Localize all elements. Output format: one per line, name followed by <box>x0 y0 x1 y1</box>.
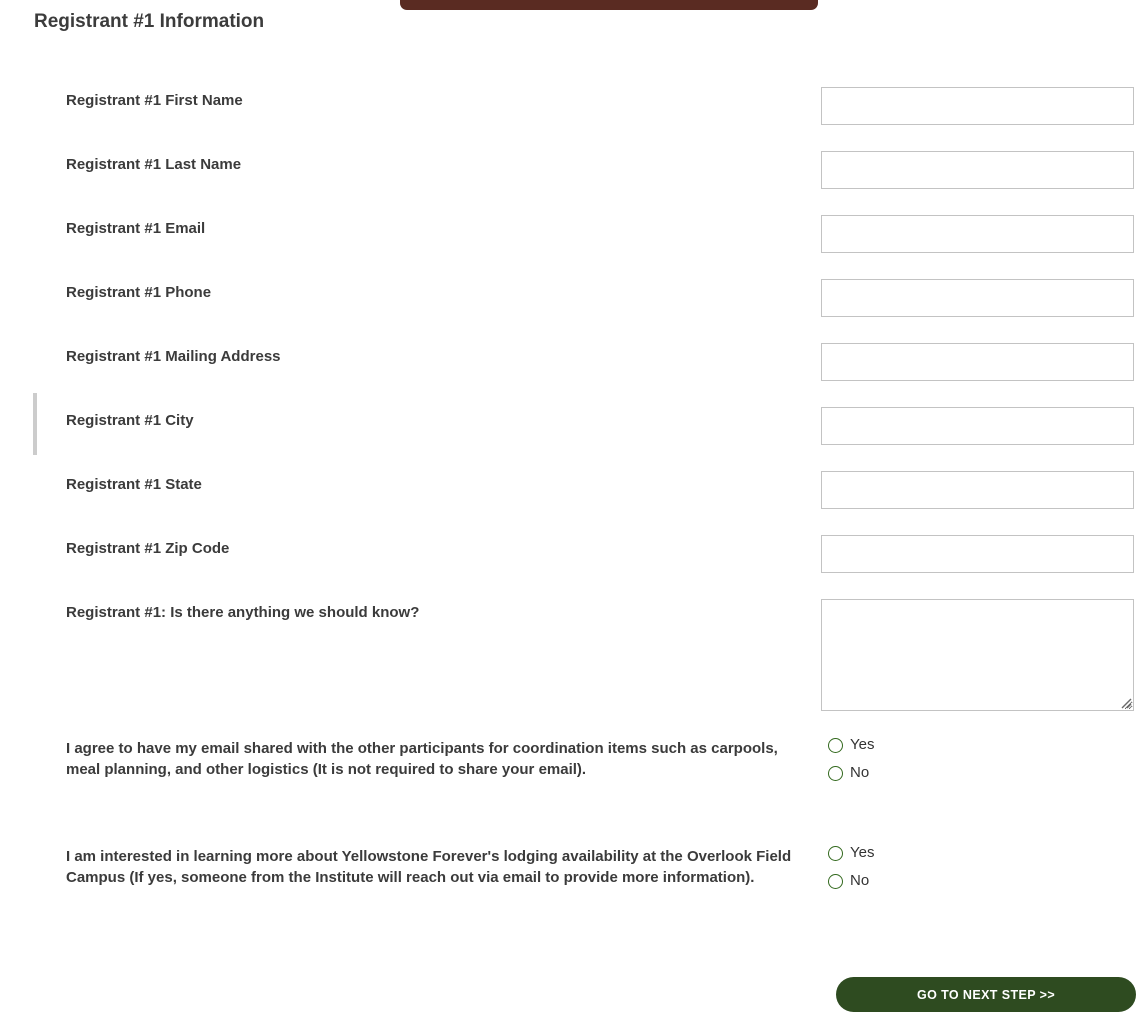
state-input[interactable] <box>821 471 1134 509</box>
state-label: Registrant #1 State <box>66 476 202 493</box>
city-input[interactable] <box>821 407 1134 445</box>
scrollbar-fragment[interactable] <box>33 393 37 455</box>
email-input[interactable] <box>821 215 1134 253</box>
go-to-next-step-button[interactable]: GO TO NEXT STEP >> <box>836 977 1136 1012</box>
mailing-address-label: Registrant #1 Mailing Address <box>66 348 281 365</box>
email-sharing-question-text: I agree to have my email shared with the other participants for coordination items such as carpools, meal planning, and other logistics (It is not required to share your email). <box>66 740 778 778</box>
city-label: Registrant #1 City <box>66 412 194 429</box>
radio-button-icon[interactable] <box>828 766 843 781</box>
page-title: Registrant #1 Information <box>34 11 265 32</box>
lodging-interest-yes-option[interactable] <box>828 842 874 864</box>
anything-to-know-textarea[interactable] <box>821 599 1134 711</box>
last-name-input[interactable] <box>821 151 1134 189</box>
lodging-interest-question-text: I am interested in learning more about Yellowstone Forever's lodging availability at the Overlook Field Campus (If yes, someone from the Institute will reach out via email to provide more information). <box>66 848 792 886</box>
zip-code-label: Registrant #1 Zip Code <box>66 540 230 557</box>
phone-label: Registrant #1 Phone <box>66 284 212 301</box>
email-label: Registrant #1 Email <box>66 220 206 237</box>
anything-to-know-label: Registrant #1: Is there anything we should know? <box>66 604 420 621</box>
no-option-label: No <box>850 872 870 889</box>
first-name-input[interactable] <box>821 87 1134 125</box>
last-name-label: Registrant #1 Last Name <box>66 156 242 173</box>
email-sharing-yes-option[interactable] <box>828 734 874 756</box>
yes-option-label: Yes <box>850 736 875 753</box>
phone-input[interactable] <box>821 279 1134 317</box>
zip-code-input[interactable] <box>821 535 1134 573</box>
mailing-address-input[interactable] <box>821 343 1134 381</box>
radio-button-icon[interactable] <box>828 874 843 889</box>
lodging-interest-radio-group <box>828 842 874 898</box>
no-option-label: No <box>850 764 870 781</box>
email-sharing-no-option[interactable] <box>828 762 874 784</box>
lodging-interest-no-option[interactable] <box>828 870 874 892</box>
top-accent-bar <box>400 0 818 10</box>
radio-button-icon[interactable] <box>828 738 843 753</box>
email-sharing-radio-group <box>828 734 874 790</box>
first-name-label: Registrant #1 First Name <box>66 92 243 109</box>
yes-option-label: Yes <box>850 844 875 861</box>
anything-to-know-textarea-wrap <box>821 599 1134 711</box>
radio-button-icon[interactable] <box>828 846 843 861</box>
